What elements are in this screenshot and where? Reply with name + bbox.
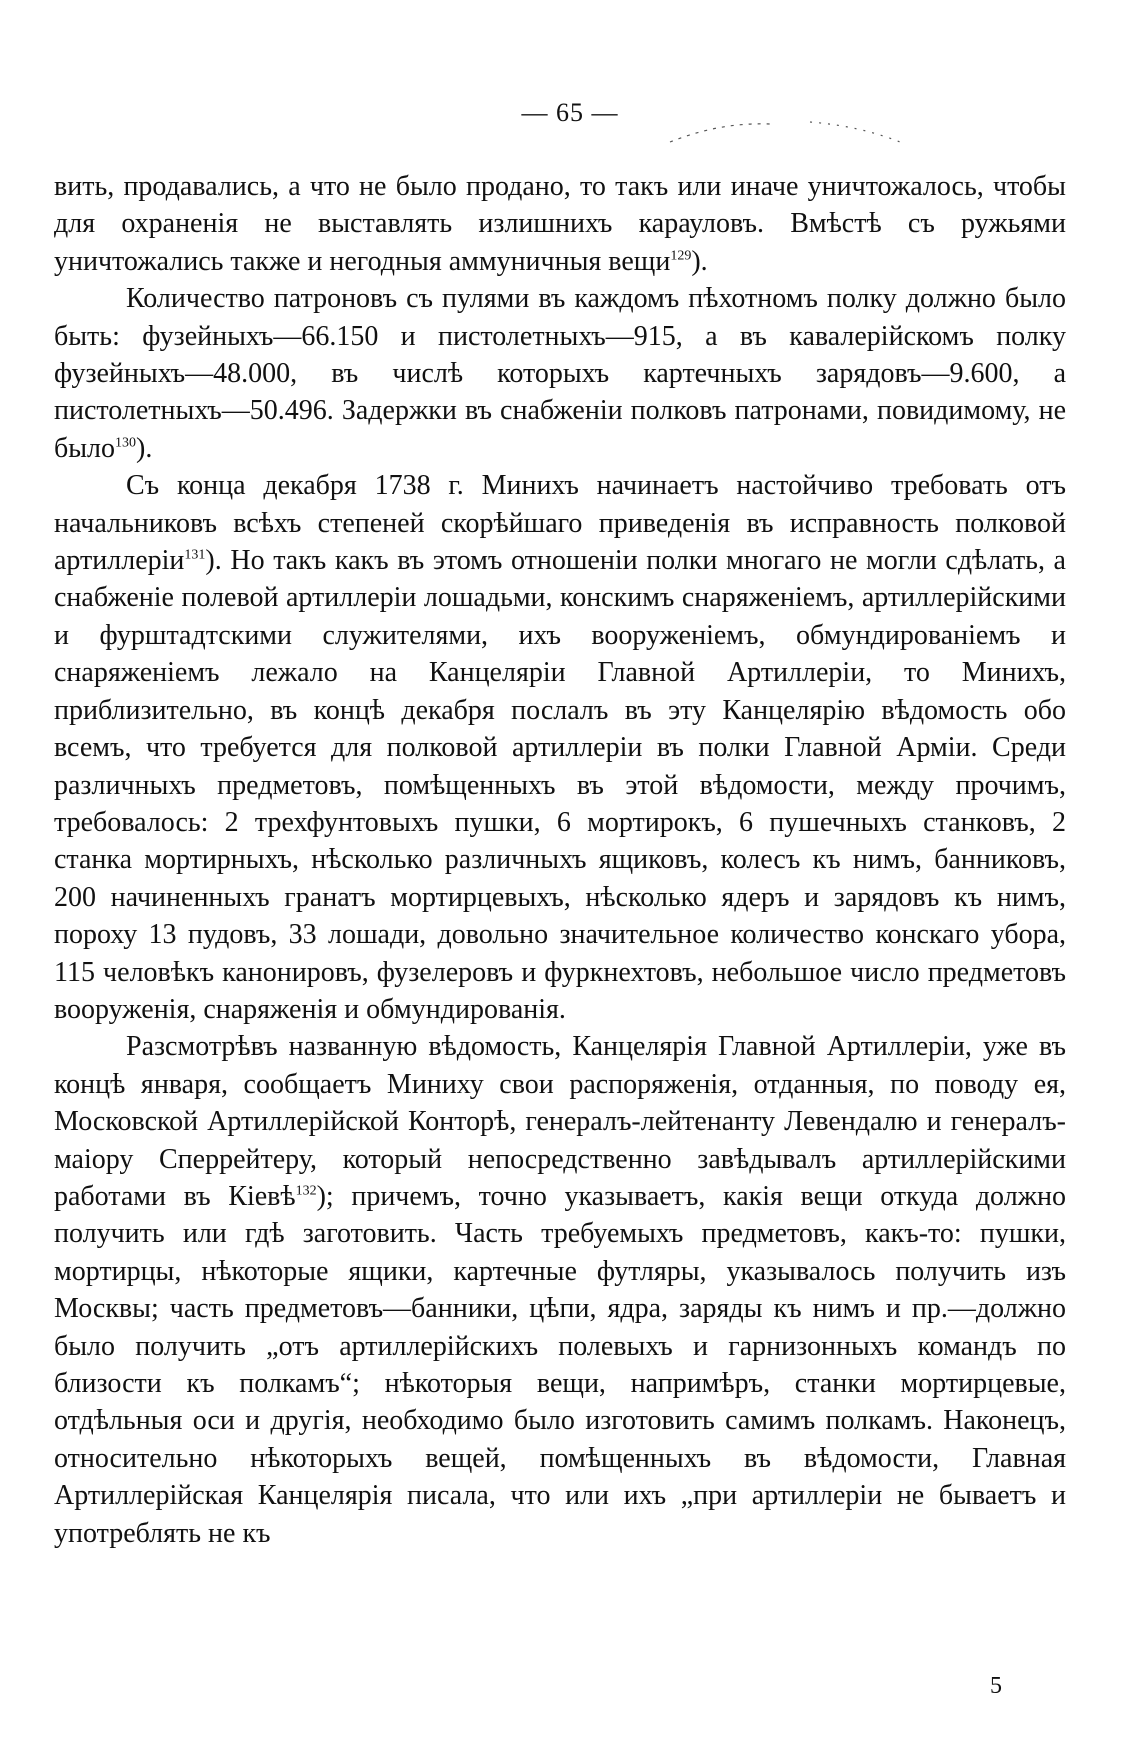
paragraph-4 bbox=[54, 1028, 1066, 1552]
stray-ink-marks bbox=[660, 112, 910, 152]
paragraph-1 bbox=[54, 168, 1066, 280]
paragraph-1-tail: ). bbox=[691, 245, 708, 277]
signature-mark: 5 bbox=[990, 1673, 1002, 1699]
body-text bbox=[54, 168, 1066, 1552]
footnote-ref-129: 129 bbox=[670, 248, 692, 264]
footnote-ref-131: 131 bbox=[184, 547, 206, 563]
paragraph-4-tail: ); причемъ, точно указываетъ, какія вещи откуда должно получить или гдѣ заготовить. Часть требуемыхъ предметовъ, какъ-то: пушки, мортирцы, нѣкоторые ящики, картечные футляры, указывалось получить изъ Москвы; часть предметовъ—банники, цѣпи, ядра, заряды къ нимъ и пр.—должно было получить „отъ артиллерійскихъ полевыхъ и гарнизонныхъ командъ по близости къ полкамъ“; нѣкоторыя вещи, напримѣръ, станки мортирцевые, отдѣльныя оси и другія, необходимо было изготовить самимъ полкамъ. Наконецъ, относительно нѣкоторыхъ вещей, помѣщенныхъ въ вѣдомости, Главная Артиллерійская Канцелярія писала, что или ихъ „при артиллеріи не бываетъ и употреблять не къ bbox=[54, 1180, 1066, 1549]
paragraph-2-text: Количество патроновъ съ пулями въ каждомъ пѣхотномъ полку должно было быть: фузейныхъ—66.150 и пистолетныхъ—915, а въ кавалерійскомъ полку фузейныхъ—48.000, въ числѣ которыхъ картечныхъ зарядовъ—9.600, а пистолетныхъ—50.496. Задержки въ снабженіи полковъ патронами, повидимому, не было bbox=[54, 283, 1066, 464]
footnote-ref-130: 130 bbox=[115, 435, 137, 451]
page-number: — 65 — bbox=[521, 98, 619, 127]
footnote-ref-132: 132 bbox=[295, 1183, 317, 1199]
paragraph-2 bbox=[54, 280, 1066, 467]
paragraph-4-text: Разсмотрѣвъ названную вѣдомость, Канцелярія Главной Артиллеріи, уже въ концѣ января, сообщаетъ Миниху свои распоряженія, отданныя, по поводу ея, Московской Артиллерійской Конторѣ, генералъ-лейтенанту Левендалю и генералъ-маіору Сперрейтеру, который непосредственно завѣдывалъ артиллерійскими работами въ Кіевѣ bbox=[54, 1031, 1066, 1212]
paragraph-1-text: вить, продавались, а что не было продано, то такъ или иначе уничтожалось, чтобы для охраненія не выставлять излишнихъ карауловъ. Вмѣстѣ съ ружьями уничтожались также и негодныя аммуничныя вещи bbox=[54, 171, 1066, 277]
paragraph-3-tail: ). Но такъ какъ въ этомъ отношеніи полки многаго не могли сдѣлать, а снабженіе полевой артиллеріи лошадьми, конскимъ снаряженіемъ, артиллерійскими и фурштадтскими служителями, ихъ вооруженіемъ, обмундированіемъ и снаряженіемъ лежало на Канцеляріи Главной Артиллеріи, то Минихъ, приблизительно, въ концѣ декабря послалъ въ эту Канцелярію вѣдомость обо всемъ, что требуется для полковой артиллеріи въ полки Главной Арміи. Среди различныхъ предметовъ, помѣщенныхъ въ этой вѣдомости, между прочимъ, требовалось: 2 трехфунтовыхъ пушки, 6 мортирокъ, 6 пушечныхъ станковъ, 2 станка мортирныхъ, нѣсколько различныхъ ящиковъ, колесъ къ нимъ, банниковъ, 200 начиненныхъ гранатъ мортирцевыхъ, нѣсколько ядеръ и зарядовъ къ нимъ, пороху 13 пудовъ, 33 лошади, довольно значительное количество конскаго убора, 115 человѣкъ канонировъ, фузелеровъ и фуркнехтовъ, небольшое число предметовъ вооруженія, снаряженія и обмундированія. bbox=[54, 545, 1066, 1025]
paragraph-2-tail: ). bbox=[136, 432, 153, 464]
paragraph-3 bbox=[54, 467, 1066, 1028]
paragraph-3-text: Съ конца декабря 1738 г. Минихъ начинаетъ настойчиво требовать отъ начальниковъ всѣхъ степеней скорѣйшаго приведенія въ исправность полковой артиллеріи bbox=[54, 470, 1066, 577]
